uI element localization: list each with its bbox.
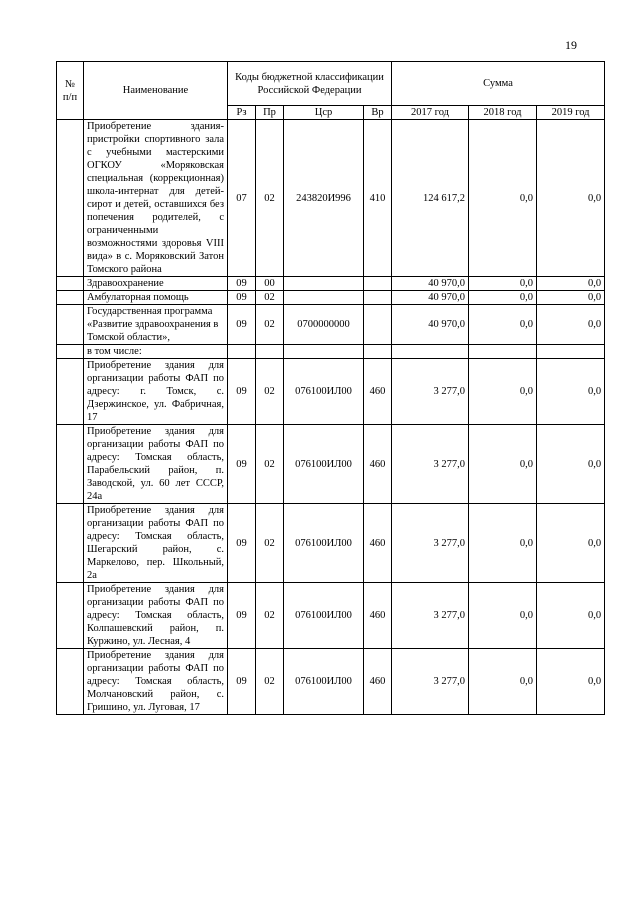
- row-pr: 02: [256, 425, 284, 504]
- row-2017: 40 970,0: [392, 291, 469, 305]
- header-vr: Вр: [364, 106, 392, 120]
- row-2018: [469, 345, 537, 359]
- row-2018: 0,0: [469, 305, 537, 345]
- page-number: 19: [565, 38, 577, 52]
- row-2018: 0,0: [469, 649, 537, 715]
- row-rz: 09: [228, 291, 256, 305]
- row-vr: [364, 291, 392, 305]
- row-csr: 076100ИЛ00: [284, 504, 364, 583]
- row-csr: [284, 277, 364, 291]
- header-num: № п/п: [57, 62, 84, 120]
- table-row: [57, 277, 605, 291]
- row-csr: 076100ИЛ00: [284, 359, 364, 425]
- table-row: [57, 425, 605, 504]
- row-csr: 076100ИЛ00: [284, 649, 364, 715]
- row-2019: 0,0: [537, 425, 605, 504]
- row-2019: 0,0: [537, 649, 605, 715]
- row-num: [57, 504, 84, 583]
- row-csr: 243820И996: [284, 120, 364, 277]
- row-name: Приобретение здания для организации работы ФАП по адресу: г. Томск, с. Дзержинское, ул. Фабричная, 17: [84, 359, 228, 425]
- row-num: [57, 291, 84, 305]
- row-2019: 0,0: [537, 291, 605, 305]
- row-num: [57, 277, 84, 291]
- row-pr: 02: [256, 583, 284, 649]
- row-2019: 0,0: [537, 359, 605, 425]
- table-row: [57, 291, 605, 305]
- header-sum-group: Сумма: [392, 62, 605, 106]
- row-num: [57, 649, 84, 715]
- row-2018: 0,0: [469, 359, 537, 425]
- row-csr: 076100ИЛ00: [284, 583, 364, 649]
- row-rz: 09: [228, 359, 256, 425]
- row-2019: 0,0: [537, 120, 605, 277]
- row-pr: 02: [256, 120, 284, 277]
- table-row: [57, 583, 605, 649]
- row-2018: 0,0: [469, 504, 537, 583]
- header-pr: Пр: [256, 106, 284, 120]
- row-vr: 460: [364, 649, 392, 715]
- row-name: в том числе:: [84, 345, 228, 359]
- header-rz: Рз: [228, 106, 256, 120]
- budget-table: [56, 61, 605, 715]
- row-pr: 02: [256, 504, 284, 583]
- row-name: Приобретение здания для организации работы ФАП по адресу: Томская область, Колпашевский район, п. Куржино, ул. Лесная, 4: [84, 583, 228, 649]
- row-2019: 0,0: [537, 277, 605, 291]
- row-num: [57, 305, 84, 345]
- row-num: [57, 345, 84, 359]
- row-num: [57, 583, 84, 649]
- table-row: [57, 120, 605, 277]
- row-vr: [364, 305, 392, 345]
- row-2018: 0,0: [469, 425, 537, 504]
- row-rz: 09: [228, 425, 256, 504]
- row-vr: [364, 345, 392, 359]
- row-pr: 00: [256, 277, 284, 291]
- row-name: Приобретение здания для организации работы ФАП по адресу: Томская область, Шегарский район, с. Маркелово, пер. Школьный, 2а: [84, 504, 228, 583]
- row-pr: [256, 345, 284, 359]
- row-2017: 3 277,0: [392, 359, 469, 425]
- row-rz: 09: [228, 504, 256, 583]
- row-name: Приобретение здания для организации работы ФАП по адресу: Томская область, Парабельский район, п. Заводской, ул. 60 лет СССР, 24а: [84, 425, 228, 504]
- row-2018: 0,0: [469, 291, 537, 305]
- row-vr: 460: [364, 504, 392, 583]
- row-num: [57, 120, 84, 277]
- row-2017: 40 970,0: [392, 277, 469, 291]
- header-2019: 2019 год: [537, 106, 605, 120]
- row-num: [57, 425, 84, 504]
- row-2018: 0,0: [469, 120, 537, 277]
- row-name: Здравоохранение: [84, 277, 228, 291]
- table-row: [57, 305, 605, 345]
- row-2019: 0,0: [537, 583, 605, 649]
- row-csr: 0700000000: [284, 305, 364, 345]
- row-csr: [284, 291, 364, 305]
- row-2019: 0,0: [537, 504, 605, 583]
- row-csr: 076100ИЛ00: [284, 425, 364, 504]
- row-vr: 410: [364, 120, 392, 277]
- table-row: [57, 504, 605, 583]
- row-pr: 02: [256, 291, 284, 305]
- row-num: [57, 359, 84, 425]
- row-2019: 0,0: [537, 305, 605, 345]
- row-name: Амбулаторная помощь: [84, 291, 228, 305]
- header-2018: 2018 год: [469, 106, 537, 120]
- row-vr: [364, 277, 392, 291]
- row-2017: 3 277,0: [392, 583, 469, 649]
- table-row: [57, 359, 605, 425]
- row-rz: 07: [228, 120, 256, 277]
- header-csr: Цср: [284, 106, 364, 120]
- row-rz: 09: [228, 649, 256, 715]
- row-2017: 3 277,0: [392, 425, 469, 504]
- row-rz: 09: [228, 583, 256, 649]
- table-row: [57, 345, 605, 359]
- row-name: Государственная программа «Развитие здравоохранения в Томской области»,: [84, 305, 228, 345]
- row-vr: 460: [364, 425, 392, 504]
- row-2017: 124 617,2: [392, 120, 469, 277]
- row-csr: [284, 345, 364, 359]
- row-name: Приобретение здания для организации работы ФАП по адресу: Томская область, Молчановский район, с. Гришино, ул. Луговая, 17: [84, 649, 228, 715]
- row-2018: 0,0: [469, 277, 537, 291]
- row-2017: 40 970,0: [392, 305, 469, 345]
- table-row: [57, 649, 605, 715]
- row-rz: [228, 345, 256, 359]
- row-2018: 0,0: [469, 583, 537, 649]
- row-vr: 460: [364, 583, 392, 649]
- row-name: Приобретение здания-пристройки спортивного зала с учебными мастерскими ОГКОУ «Моряковская специальная (коррекционная) школа-интернат для детей-сирот и детей, оставшихся без попечения родителей, с ограниченными возможностями здоровья VIII вида» в с. Моряковский Затон Томского района: [84, 120, 228, 277]
- row-pr: 02: [256, 305, 284, 345]
- header-codes-group: Коды бюджетной классификации Российской Федерации: [228, 62, 392, 106]
- row-2019: [537, 345, 605, 359]
- row-2017: [392, 345, 469, 359]
- row-pr: 02: [256, 359, 284, 425]
- row-rz: 09: [228, 305, 256, 345]
- row-vr: 460: [364, 359, 392, 425]
- row-pr: 02: [256, 649, 284, 715]
- header-name: Наименование: [84, 62, 228, 120]
- header-2017: 2017 год: [392, 106, 469, 120]
- row-rz: 09: [228, 277, 256, 291]
- row-2017: 3 277,0: [392, 504, 469, 583]
- row-2017: 3 277,0: [392, 649, 469, 715]
